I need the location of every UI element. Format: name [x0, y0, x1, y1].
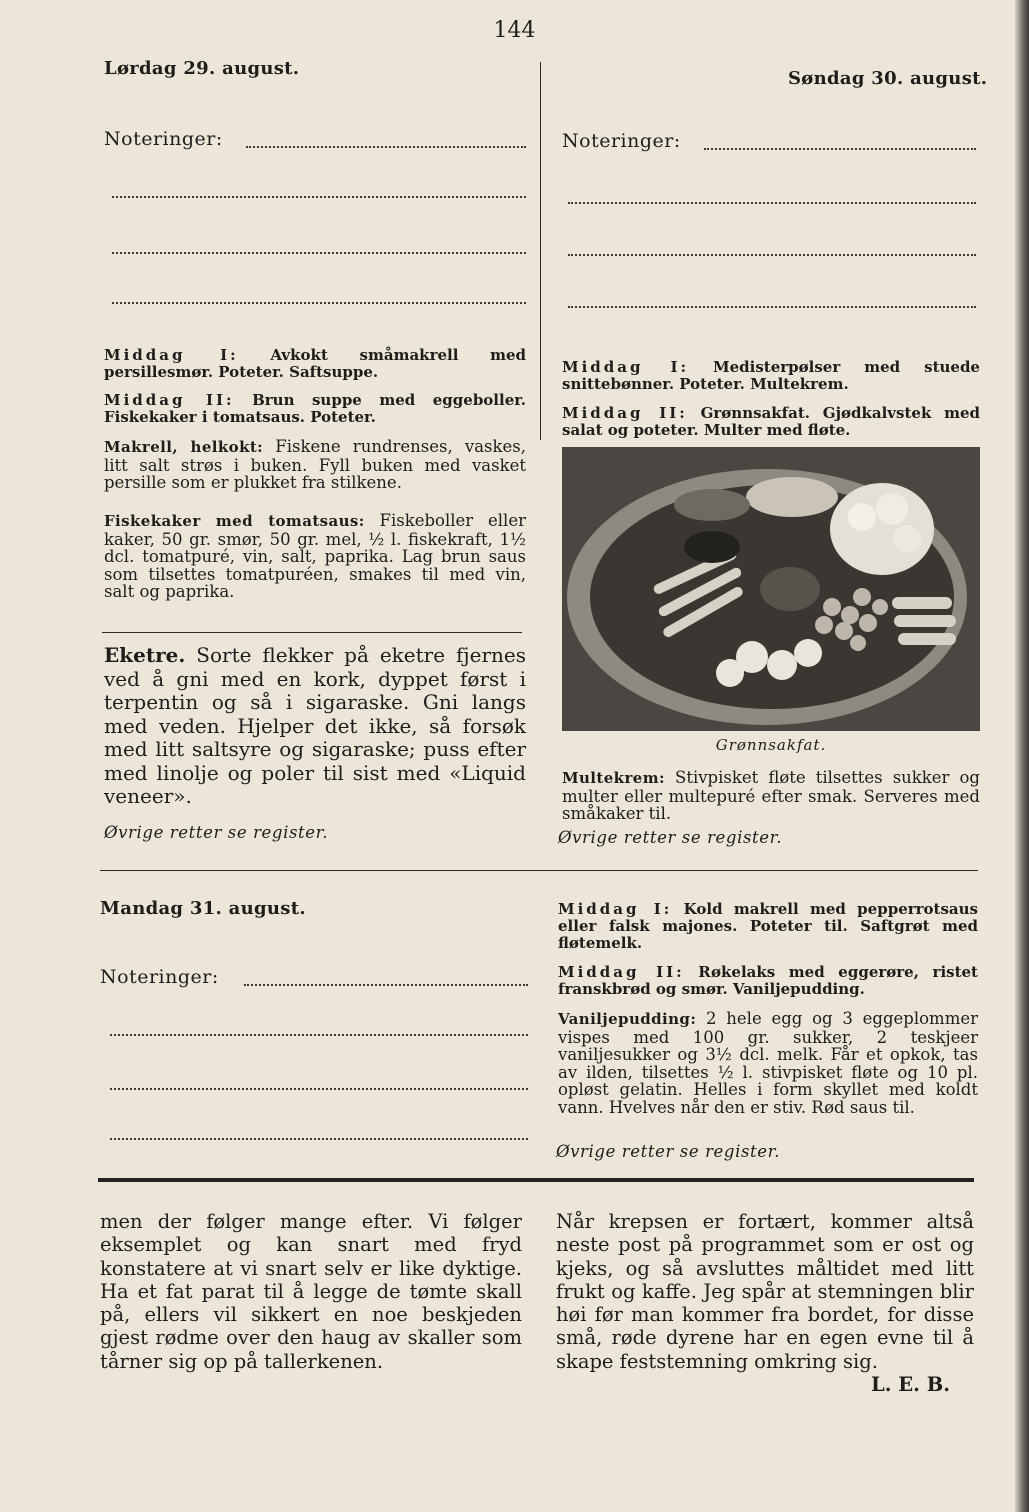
saturday-recipe-fiskekaker-title: Fiskekaker med tomatsaus: — [104, 512, 365, 530]
saturday-recipe-makrell — [104, 438, 526, 492]
monday-middag-1-text: Kold makrell med pepperrotsaus eller falsk majones. Poteter til. Saftgrøt med fløtemelk. — [558, 900, 978, 952]
story-right-text: Når krepsen er fortært, kommer altså neste post på programmet som er ost og kjeks, og så avsluttes måltidet med litt frukt og kaffe. Jeg spår at stemningen blir høi før man kommer fra bordet, for disse små, røde dyrene har en egen evne til å skape feststemning omkring sig. — [556, 1210, 974, 1373]
saturday-tip-eketre — [104, 644, 526, 809]
saturday-middag-2 — [104, 392, 526, 426]
sunday-middag-1-label: Middag I: — [562, 358, 690, 376]
monday-middag-2-text: Røkelaks med eggerøre, ristet franskbrød og smør. Vaniljepudding. — [558, 963, 978, 998]
sunday-middag-2-text: Grønnsakfat. Gjødkalvstek med salat og poteter. Multer med fløte. — [562, 404, 980, 439]
monday-notes-line-1 — [244, 984, 528, 986]
saturday-recipe-fiskekaker — [104, 512, 526, 601]
saturday-middag-1 — [104, 347, 526, 381]
monday-heading: Mandag 31. august. — [100, 898, 306, 919]
monday-middag-1-label: Middag I: — [558, 900, 673, 918]
saturday-notes-label: Noteringer: — [104, 128, 223, 150]
sunday-notes-label: Noteringer: — [562, 130, 681, 152]
saturday-recipe-makrell-text: Fiskene rundrenses, vaskes, litt salt strøs i buken. Fyll buken med vasket persille som er plukket fra stilkene. — [104, 437, 526, 492]
monday-recipe-text: 2 hele egg og 3 eggeplommer vispes med 100 gr. sukker, 2 teskjeer vaniljesukker og 3½ dcl. melk. Får et opkok, tas av ilden, tilsettes ½ l. stivpisket fløte og 10 pl. opløst gelatin. Helles i form skyllet med koldt vann. Hvelves når den er stiv. Rød saus til. — [558, 1009, 978, 1117]
saturday-tip-title: Eketre. — [104, 643, 186, 667]
sunday-recipe-multekrem — [562, 769, 980, 823]
sunday-recipe-text: Stivpisket fløte tilsettes sukker og multer eller multepuré efter smak. Serveres med småkaker til. — [562, 768, 980, 823]
saturday-notes-line-4 — [112, 302, 526, 304]
section-divider-monday — [100, 870, 978, 871]
saturday-middag-1-text: Avkokt småmakrell med persillesmør. Poteter. Saftsuppe. — [104, 346, 526, 381]
monday-ovrige: Øvrige retter se register. — [556, 1142, 781, 1161]
monday-recipe-title: Vaniljepudding: — [558, 1010, 697, 1028]
story-divider — [98, 1178, 974, 1182]
saturday-middag-2-label: Middag II: — [104, 391, 235, 409]
saturday-recipe-fiskekaker-text: Fiskeboller eller kaker, 50 gr. smør, 50 gr. mel, ½ l. fiskekraft, 1½ dcl. tomatpuré, vin, salt, paprika. Lag brun saus som tilsettes tomatpuréen, smakes til med vin, salt og paprika. — [104, 511, 526, 601]
monday-notes-label: Noteringer: — [100, 966, 219, 988]
sunday-heading: Søndag 30. august. — [788, 68, 988, 89]
monday-notes-line-2 — [110, 1034, 528, 1036]
story-signature: L. E. B. — [871, 1373, 950, 1397]
saturday-middag-2-text: Brun suppe med eggeboller. Fiskekaker i tomatsaus. Poteter. — [104, 391, 526, 426]
monday-notes-line-4 — [110, 1138, 528, 1140]
monday-middag-2 — [558, 964, 978, 998]
saturday-recipe-makrell-title: Makrell, helkokt: — [104, 438, 264, 456]
sunday-notes-line-2 — [568, 202, 976, 204]
monday-middag-1 — [558, 901, 978, 952]
page-number: 144 — [493, 18, 536, 43]
monday-middag-2-label: Middag II: — [558, 963, 685, 981]
sunday-middag-1-text: Medisterpølser med stuede snittebønner. Poteter. Multekrem. — [562, 358, 980, 393]
sunday-notes-line-4 — [568, 306, 976, 308]
saturday-divider — [102, 632, 522, 633]
photo-caption: Grønnsakfat. — [715, 736, 827, 754]
saturday-heading: Lørdag 29. august. — [104, 58, 300, 79]
page-edge-shadow — [1015, 0, 1029, 1512]
sunday-notes-line-1 — [704, 148, 976, 150]
sunday-middag-1 — [562, 359, 980, 393]
saturday-middag-1-label: Middag I: — [104, 346, 239, 364]
saturday-notes-line-1 — [246, 146, 526, 148]
column-divider — [540, 62, 541, 440]
sunday-middag-2 — [562, 405, 980, 439]
saturday-tip-text: Sorte flekker på eketre fjernes ved å gni med en kork, dyppet først i terpentin og så i sigaraske. Gni langs med veden. Hjelper det ikke, så forsøk med litt saltsyre og sigaraske; puss efter med linolje og poler til sist med «Liquid veneer». — [104, 643, 527, 808]
vegetable-platter-photo — [562, 447, 980, 731]
sunday-ovrige: Øvrige retter se register. — [558, 828, 783, 847]
sunday-recipe-title: Multekrem: — [562, 769, 665, 787]
sunday-middag-2-label: Middag II: — [562, 404, 688, 422]
monday-notes-line-3 — [110, 1088, 528, 1090]
monday-recipe-vaniljepudding — [558, 1010, 978, 1116]
story-right-column — [556, 1210, 974, 1396]
story-left-column: men der følger mange efter. Vi følger eksemplet og kan snart med fryd konstatere at vi snart selv er like dyktige. Ha et fat parat til å legge de tømte skall på, ellers vil sikkert en noe beskjeden gjest rødme over den haug av skaller som tårner sig op på tallerkenen. — [100, 1210, 522, 1373]
vegetable-platter-illustration — [562, 447, 980, 731]
saturday-notes-line-3 — [112, 252, 526, 254]
saturday-ovrige: Øvrige retter se register. — [104, 823, 329, 842]
sunday-notes-line-3 — [568, 254, 976, 256]
saturday-notes-line-2 — [112, 196, 526, 198]
